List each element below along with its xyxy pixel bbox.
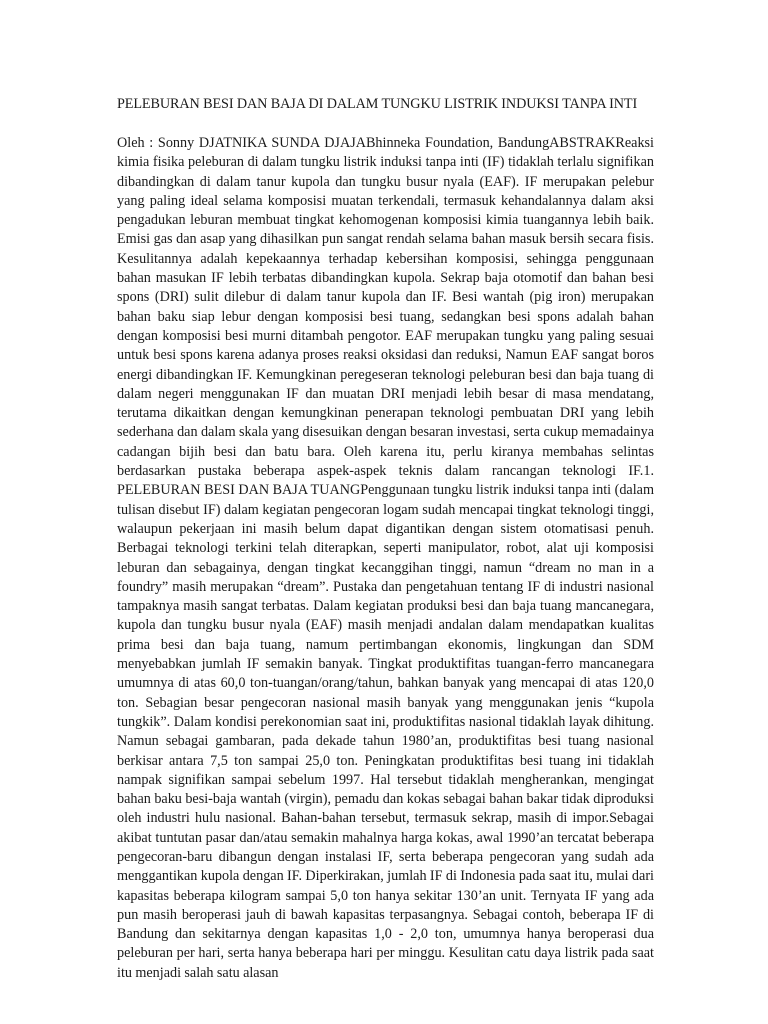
document-title: PELEBURAN BESI DAN BAJA DI DALAM TUNGKU LISTRIK INDUKSI TANPA INTI: [117, 96, 638, 112]
body-paragraph: Oleh : Sonny DJATNIKA SUNDA DJAJABhinneka Foundation, BandungABSTRAKReaksi kimia fisika peleburan di dalam tungku listrik induksi tanpa inti (IF) tidaklah terlalu signifikan dibandingkan di dalam tanur kupola dan tungku busur nyala (EAF). IF merupakan pelebur yang paling ideal selama komposisi muatan terkendali, termasuk kehandalannya dalam aksi pengadukan leburan membuat tingkat kehomogenan komposisi kimia tuangannya lebih baik. Emisi gas dan asap yang dihasilkan pun sangat rendah selama bahan masuk bersih secara fisis. Kesulitannya adalah kepekaannya terhadap kebersihan komposisi, sehingga penggunaan bahan masukan IF lebih terbatas dibandingkan kupola. Sekrap baja otomotif dan bahan besi spons (DRI) sulit dilebur di dalam tanur kupola dan IF. Besi wantah (pig iron) merupakan bahan baku siap lebur dengan komposisi besi tuang, sedangkan besi spons adalah bahan dengan komposisi besi murni ditambah pengotor. EAF merupakan tungku yang paling sesuai untuk besi spons karena adanya proses reaksi oksidasi dan reduksi, Namun EAF sangat boros energi dibandingkan IF. Kemungkinan peregeseran teknologi peleburan besi dan baja tuang di dalam negeri menggunakan IF dan muatan DRI menjadi lebih besar di masa mendatang, terutama dikaitkan dengan kemungkinan penerapan teknologi pembuatan DRI yang lebih sederhana dan dalam skala yang disesuikan dengan besaran investasi, serta cukup memadainya cadangan bijih besi dan batu bara. Oleh karena itu, perlu kiranya membahas selintas berdasarkan pustaka beberapa aspek-aspek teknis dalam rancangan teknologi IF.1. PELEBURAN BESI DAN BAJA TUANGPenggunaan tungku listrik induksi tanpa inti (dalam tulisan disebut IF) dalam kegiatan pengecoran logam sudah mencapai tingkat teknologi tinggi, walaupun pekerjaan ini masih belum dapat digantikan dengan sistem otomatisasi penuh. Berbagai teknologi terkini telah diterapkan, seperti manipulator, robot, alat uji komposisi leburan dan sebagainya, dengan tingkat kecanggihan tinggi, namun “dream no man in a foundry” masih merupakan “dream”. Pustaka dan pengetahuan tentang IF di industri nasional tampaknya masih sangat terbatas. Dalam kegiatan produksi besi dan baja tuang mancanegara, kupola dan tungku busur nyala (EAF) masih menjadi andalan dalam mendapatkan kualitas prima besi dan baja tuang, namum pertimbangan ekonomis, lingkungan dan SDM menyebabkan jumlah IF semakin banyak. Tingkat produktifitas tuangan-ferro mancanegara umumnya di atas 60,0 ton-tuangan/orang/tahun, bahkan banyak yang mencapai di atas 120,0 ton. Sebagian besar pengecoran nasional masih banyak yang menggunakan jenis “kupola tungkik”. Dalam kondisi perekonomian saat ini, produktifitas nasional tidaklah layak dihitung. Namun sebagai gambaran, pada dekade tahun 1980’an, produktifitas besi tuang nasional berkisar antara 7,5 ton sampai 25,0 ton. Peningkatan produktifitas besi tuang ini tidaklah nampak signifikan sampai sebelum 1997. Hal tersebut tidaklah mengherankan, mengingat bahan baku besi-baja wantah (virgin), pemadu dan kokas sebagai bahan bakar tidak diproduksi oleh industri hulu nasional. Bahan-bahan tersebut, termasuk sekrap, masih di impor.Sebagai akibat tuntutan pasar dan/atau semakin mahalnya harga kokas, awal 1990’an tercatat beberapa pengecoran-baru dibangun dengan instalasi IF, serta beberapa pengecoran yang sudah ada menggantikan kupola dengan IF. Diperkirakan, jumlah IF di Indonesia pada saat itu, mulai dari kapasitas beberapa kilogram sampai 5,0 ton hanya sekitar 130’an unit. Ternyata IF yang ada pun masih beroperasi jauh di bawah kapasitas terpasangnya. Sebagai contoh, beberapa IF di Bandung dan sekitarnya dengan kapasitas 1,0 - 2,0 ton, umumnya hanya beroperasi dua peleburan per hari, serta hanya beberapa hari per minggu. Kesulitan catu daya listrik pada saat itu menjadi salah satu alasan: [117, 135, 654, 981]
document-body: [117, 134, 654, 983]
